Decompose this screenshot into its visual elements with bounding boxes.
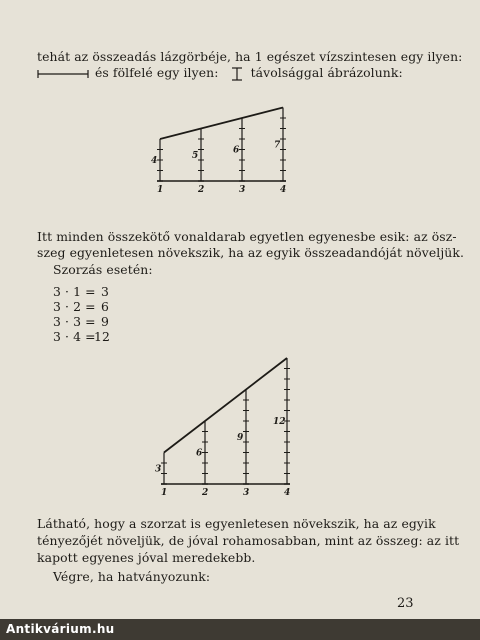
watermark: Antikvárium.hu xyxy=(6,622,115,636)
d2-x-label-3: 3 xyxy=(243,488,250,498)
paragraph-2-line-1: Itt minden összekötő vonaldarab egyetlen egyenesbe esik: az ösz- xyxy=(37,229,457,244)
multiplication-heading: Szorzás esetén: xyxy=(53,262,153,277)
d2-height-label-4: 12 xyxy=(273,417,286,427)
d1-x-label-3: 3 xyxy=(239,185,246,195)
equation-4-rhs: 12 xyxy=(94,329,110,344)
paragraph-3-line-1: Látható, hogy a szorzat is egyenletesen növekszik, ha az egyik xyxy=(37,516,436,531)
equation-1-rhs: 3 xyxy=(101,284,109,299)
d1-x-label-1: 1 xyxy=(157,185,164,195)
equation-4-lhs: 3 · 4 = xyxy=(53,329,96,344)
d2-x-label-4: 4 xyxy=(284,488,291,498)
d1-x-label-4: 4 xyxy=(280,185,287,195)
page-number: 23 xyxy=(397,596,414,611)
d2-connecting-line xyxy=(164,358,287,453)
paragraph-3-line-3: kapott egyenes jóval meredekebb. xyxy=(37,550,256,565)
d2-height-label-3: 9 xyxy=(237,432,244,443)
d2-x-label-2: 2 xyxy=(202,488,209,498)
equation-2-rhs: 6 xyxy=(101,299,109,314)
equation-2-lhs: 3 · 2 = xyxy=(53,299,96,314)
d2-height-label-2: 6 xyxy=(196,448,203,459)
paragraph-3-line-2: tényezőjét növeljük, de jóval rohamosabban, mint az összeg: az itt xyxy=(37,533,460,548)
text-line-2-a: és fölfelé egy ilyen: xyxy=(95,65,219,80)
equation-3-lhs: 3 · 3 = xyxy=(53,314,96,329)
text-line-1: tehát az összeadás lázgörbéje, ha 1 egészet vízszintesen egy ilyen: xyxy=(37,49,463,64)
d1-height-label-1: 4 xyxy=(151,156,158,166)
equation-3-rhs: 9 xyxy=(101,314,109,329)
d2-x-label-1: 1 xyxy=(161,488,168,498)
equation-1-lhs: 3 · 1 = xyxy=(53,284,96,299)
text-line-2-b: távolsággal ábrázolunk: xyxy=(250,65,403,80)
paragraph-2-line-2: szeg egyenletesen növekszik, ha az egyik összeadandóját növeljük. xyxy=(37,245,465,260)
d2-height-label-1: 3 xyxy=(155,464,162,475)
final-line: Végre, ha hatványozunk: xyxy=(53,569,211,584)
d1-height-label-2: 5 xyxy=(192,150,199,161)
d1-x-label-2: 2 xyxy=(198,185,205,195)
d1-height-label-4: 7 xyxy=(274,140,281,151)
d1-height-label-3: 6 xyxy=(233,145,240,156)
